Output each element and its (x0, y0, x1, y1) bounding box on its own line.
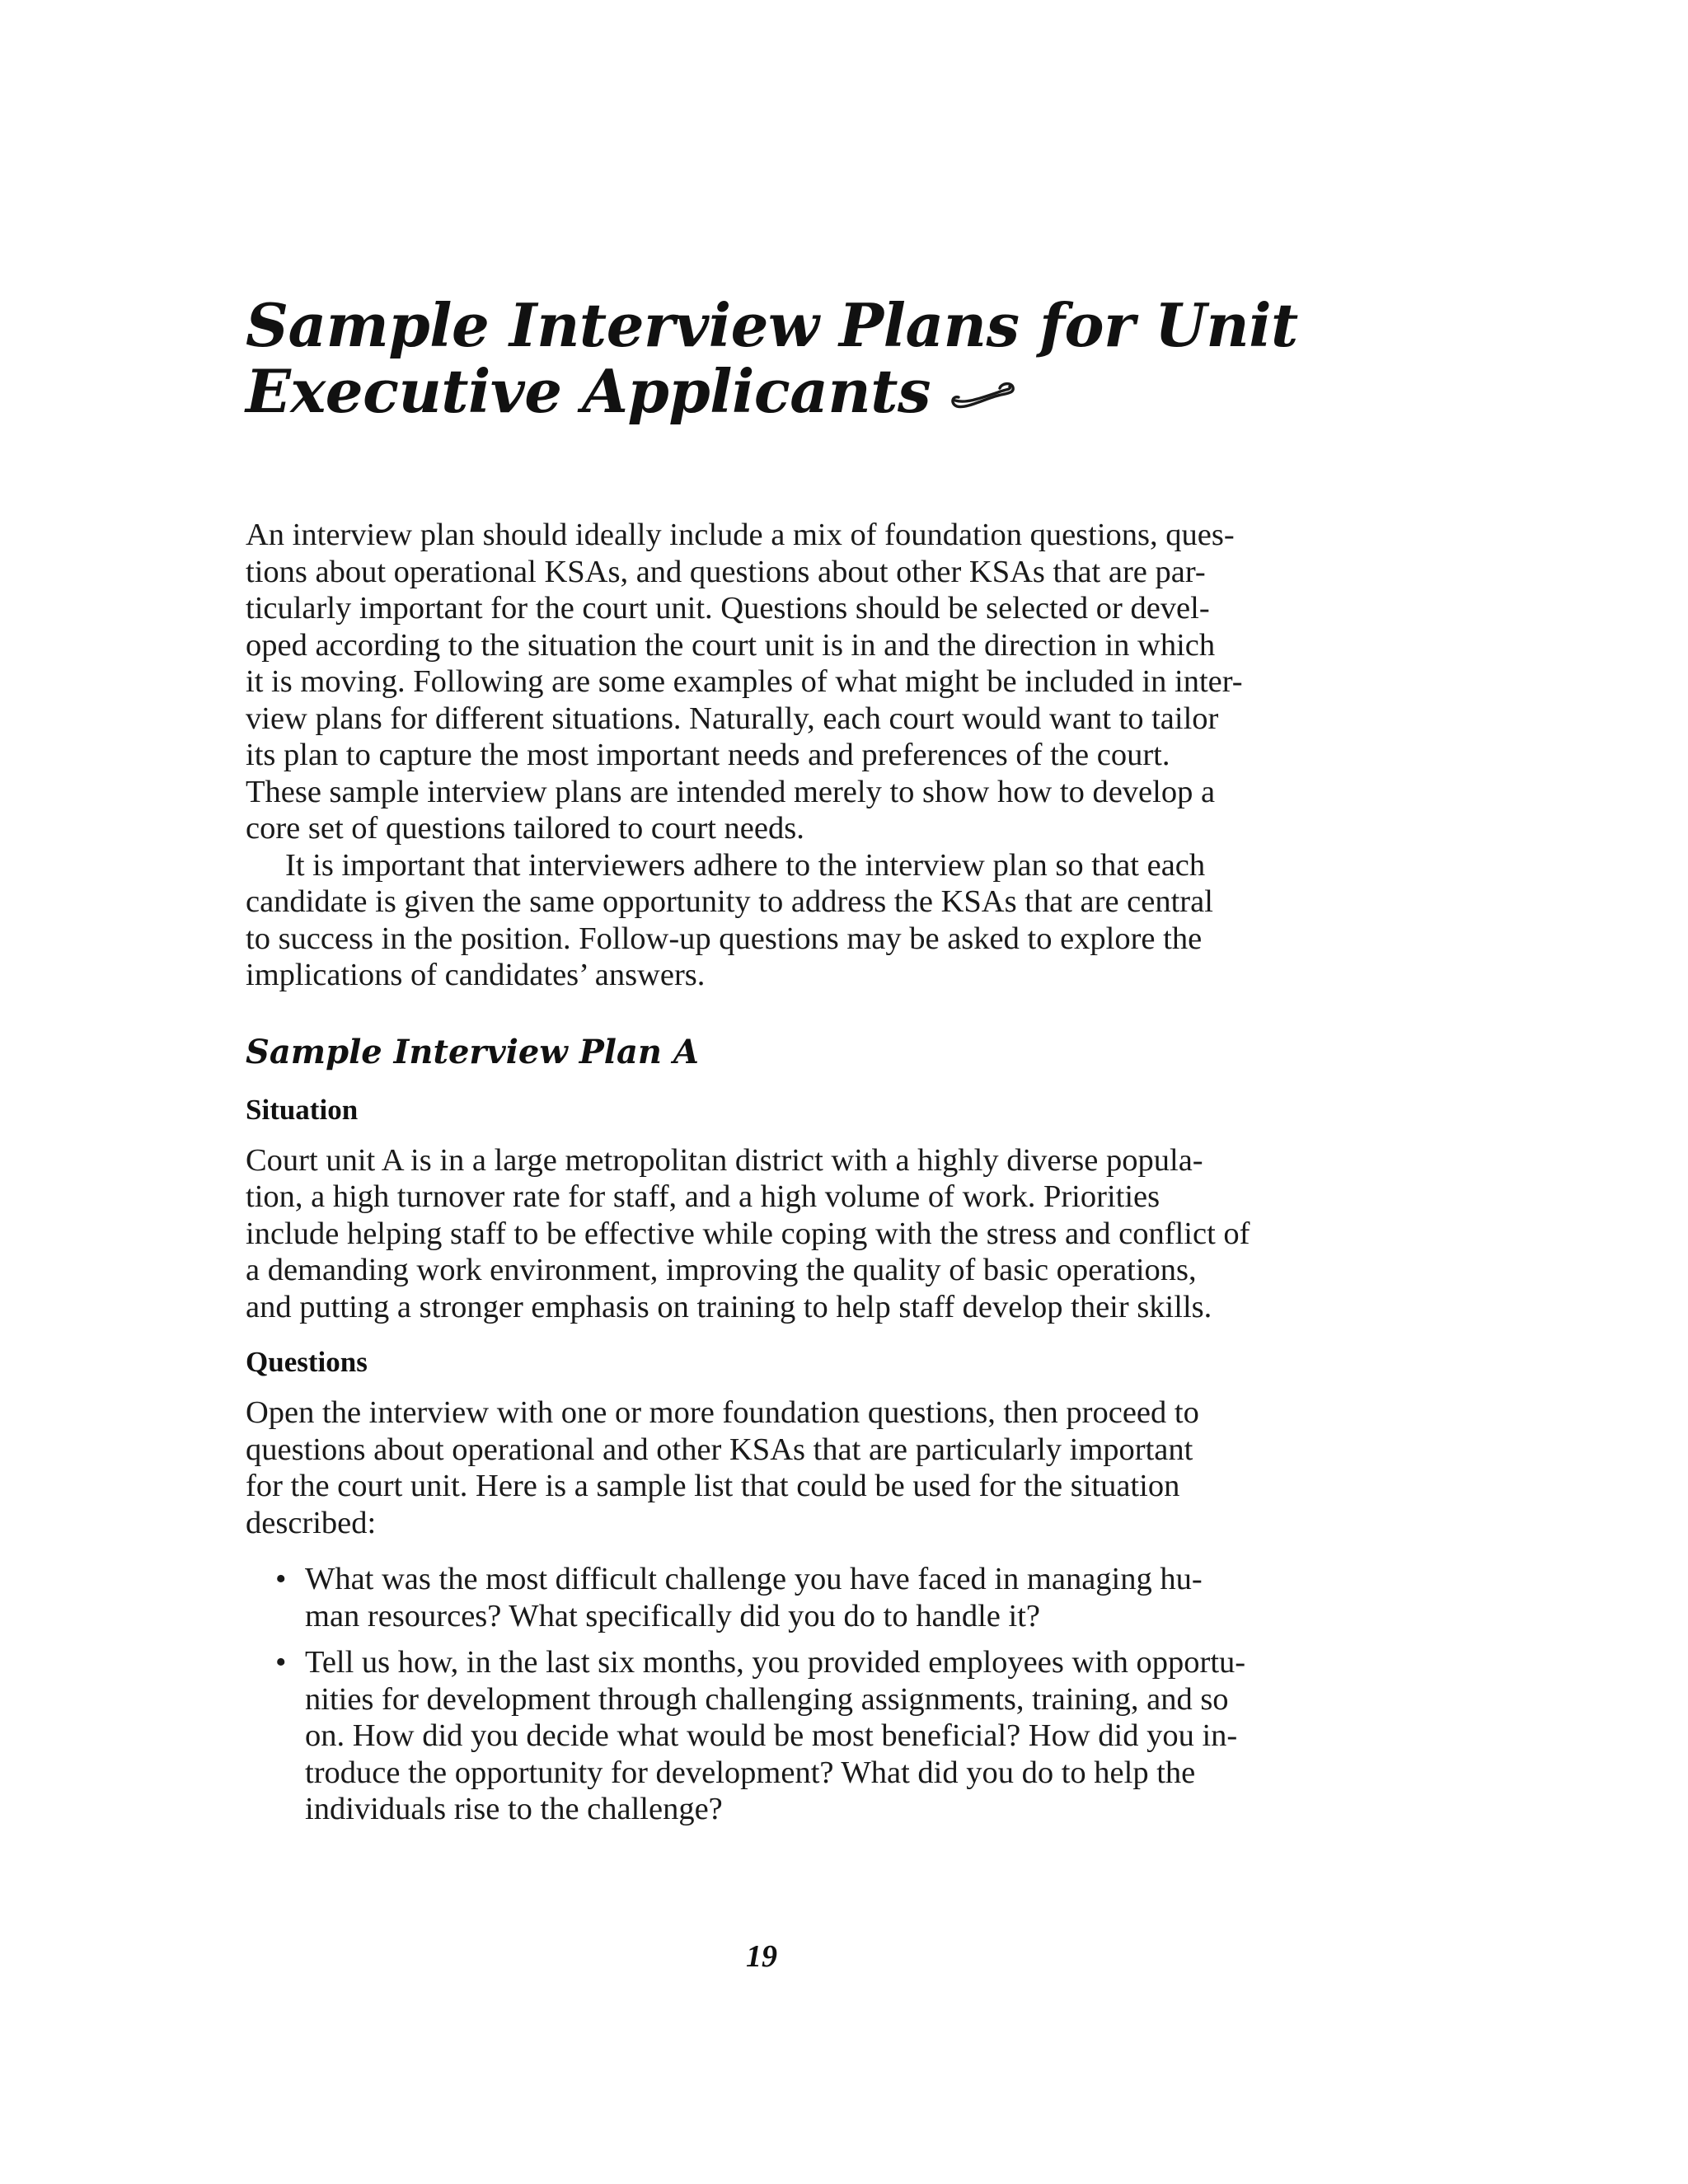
bullet-icon: • (275, 1562, 287, 1596)
bullet-icon: • (275, 1645, 287, 1680)
page-title-line-2 (246, 356, 1317, 429)
page-number: 19 (746, 1939, 777, 1974)
questions-paragraph (246, 1394, 1317, 1541)
text-line: for the court unit. Here is a sample list that could be used for the situation (246, 1469, 1180, 1503)
text-line: An interview plan should ideally include a mix of foundation questions, ques- (246, 518, 1235, 552)
text-line: It is important that interviewers adhere to the interview plan so that each (285, 847, 1206, 883)
text-line: core set of questions tailored to court needs. (246, 811, 804, 846)
section-heading-plan-a: Sample Interview Plan A (246, 1032, 699, 1071)
list-item (246, 1561, 1317, 1634)
list-item (246, 1644, 1317, 1828)
page-content (246, 290, 1317, 1838)
text-line: implications of candidates’ answers. (246, 958, 706, 992)
text-line: Open the interview with one or more foundation questions, then proceed to (246, 1395, 1199, 1430)
text-line: to success in the position. Follow-up questions may be asked to explore the (246, 921, 1203, 956)
text-line: ticularly important for the court unit. Questions should be selected or devel- (246, 591, 1210, 626)
text-line: it is moving. Following are some examples of what might be included in inter- (246, 664, 1243, 699)
text-line: man resources? What specifically did you do to handle it? (305, 1598, 1040, 1633)
text-line: candidate is given the same opportunity to address the KSAs that are central (246, 884, 1213, 919)
text-line: individuals rise to the challenge? (305, 1792, 723, 1826)
text-line: Tell us how, in the last six months, you provided employees with opportu- (305, 1645, 1246, 1680)
question-list (246, 1561, 1317, 1828)
situation-paragraph (246, 1142, 1317, 1326)
text-line: described: (246, 1505, 377, 1540)
text-line: tions about operational KSAs, and questions about other KSAs that are par- (246, 554, 1206, 589)
text-line: include helping staff to be effective while coping with the stress and conflict of (246, 1216, 1250, 1251)
text-line: Court unit A is in a large metropolitan district with a highly diverse popula- (246, 1142, 1203, 1178)
text-line: and putting a stronger emphasis on training to help staff develop their skills. (246, 1289, 1212, 1324)
subheading-situation: Situation (246, 1093, 359, 1126)
text-line: These sample interview plans are intended merely to show how to develop a (246, 774, 1216, 809)
page-title-line-1: Sample Interview Plans for Unit (246, 290, 1298, 360)
text-line: tion, a high turnover rate for staff, and a high volume of work. Priorities (246, 1179, 1160, 1214)
page-title-line-2-text: Executive Applicants (246, 356, 931, 426)
text-line: nities for development through challenging assignments, training, and so (305, 1681, 1229, 1717)
text-line: oped according to the situation the court unit is in and the direction in which (246, 627, 1216, 663)
page-title (246, 290, 1317, 429)
text-line: questions about operational and other KSAs that are particularly important (246, 1432, 1193, 1467)
text-line: troduce the opportunity for development? What did you do to help the (305, 1755, 1196, 1790)
subheading-questions: Questions (246, 1346, 368, 1378)
text-line: its plan to capture the most important needs and preferences of the court. (246, 738, 1170, 772)
text-line: What was the most difficult challenge you have faced in managing hu- (305, 1562, 1203, 1596)
text-line: on. How did you decide what would be most beneficial? How did you in- (305, 1718, 1238, 1753)
decorative-flourish-icon (947, 359, 1018, 424)
text-line: view plans for different situations. Naturally, each court would want to tailor (246, 701, 1219, 736)
intro-paragraph (246, 517, 1317, 994)
text-line: a demanding work environment, improving the quality of basic operations, (246, 1253, 1197, 1287)
